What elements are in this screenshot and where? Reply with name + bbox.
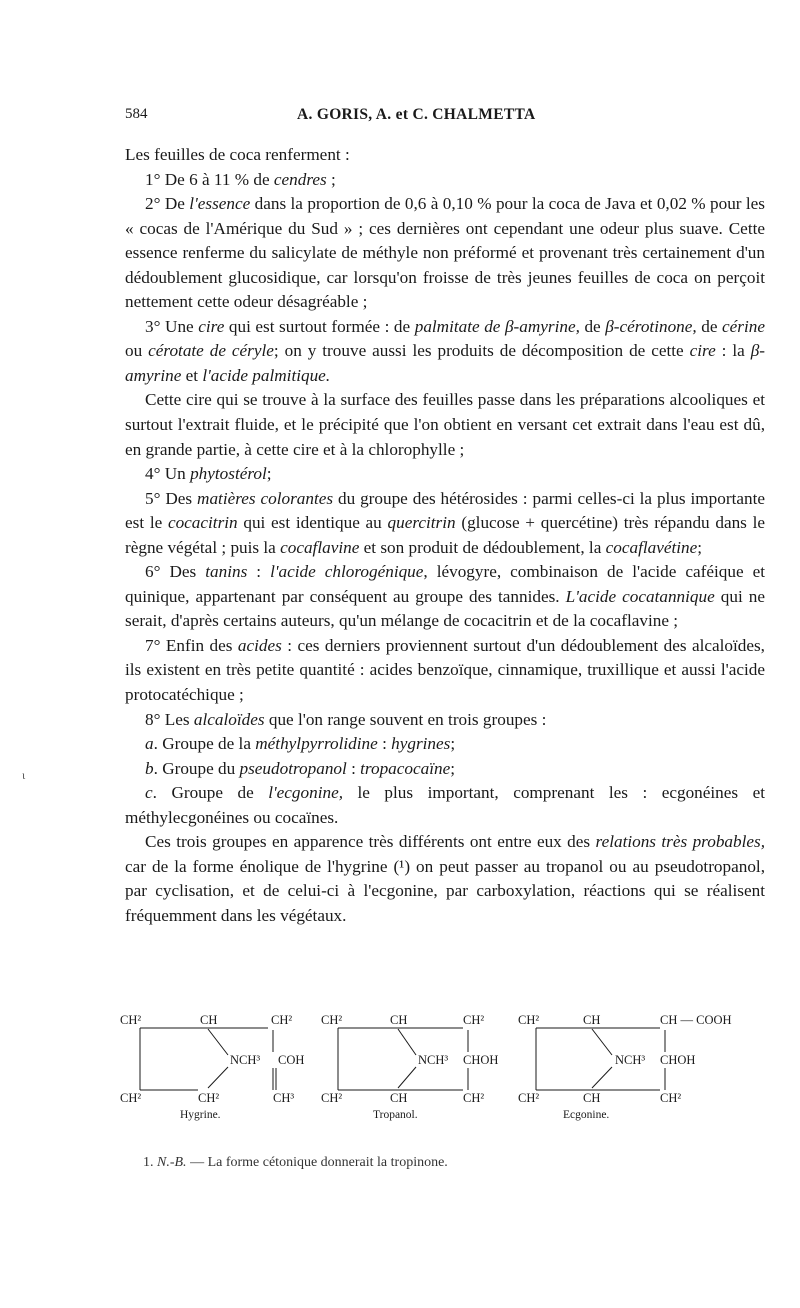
ecgonine-caption: Ecgonine. <box>563 1109 610 1121</box>
text-run: et son produit de dédoublement, la <box>359 537 606 557</box>
footnote-number: 1. <box>143 1155 154 1170</box>
text-run: ; <box>450 734 456 754</box>
tropanol-caption: Tropanol. <box>373 1109 418 1121</box>
text-run: tanins <box>205 562 248 582</box>
text-run: tropacocaïne <box>360 758 451 778</box>
paragraph-p10 <box>125 732 765 757</box>
ecgonine-n-group: NCH³ <box>615 1053 646 1067</box>
text-run: qui est surtout formée : de <box>224 316 415 336</box>
text-run: , lévogyre, combinaison de l'acide caféique et quinique, appartenant par conséquent au groupe des tannides. <box>125 562 765 606</box>
text-run: quercitrin <box>387 513 456 533</box>
formula-hygrine <box>120 1013 304 1121</box>
text-run: que l'on range souvent en trois groupes : <box>264 709 547 729</box>
ecgonine-top-left: CH² <box>518 1013 540 1027</box>
paragraph-p5 <box>125 462 765 487</box>
text-run: méthylpyrrolidine <box>255 734 378 754</box>
hygrine-side-group: COH <box>278 1053 305 1067</box>
footnote-text: — La forme cétonique donnerait la tropinone. <box>186 1155 448 1170</box>
formula-diagram <box>118 1010 768 1130</box>
text-run: β-cérotinone, <box>605 316 697 336</box>
ecgonine-bottom-left: CH² <box>518 1091 540 1105</box>
text-run: 3° Une <box>145 316 199 336</box>
text-run: : ces derniers proviennent surtout d'un dédoublement des alcaloïdes, ils existent en très petite quantité : acides benzoïque, cinnamique, truxillique et aussi l'acide protocatéchique ; <box>125 635 765 705</box>
text-run: . Groupe du <box>153 758 240 778</box>
text-run: . Groupe de la <box>153 734 256 754</box>
hygrine-bottom-right: CH³ <box>273 1091 295 1105</box>
tropanol-n-group: NCH³ <box>418 1053 449 1067</box>
text-run: qui ne serait, d'après certains auteurs, qu'un mélange de cocacitrin et de la cocaflavine ; <box>125 586 765 631</box>
footnote <box>143 1155 448 1171</box>
tropanol-top-mid: CH <box>390 1013 408 1027</box>
paragraph-p1 <box>125 168 765 193</box>
text-run: 1° De 6 à 11 % de <box>145 169 274 189</box>
text-run: b <box>145 758 154 778</box>
text-run: : <box>346 758 361 778</box>
paragraph-p9 <box>125 708 765 733</box>
text-run: (glucose + quercétine) très répandu dans le règne végétal ; puis la <box>125 513 765 557</box>
text-run: cendres <box>273 169 327 189</box>
text-run: et <box>181 365 203 385</box>
paragraph-p3 <box>125 315 765 389</box>
paragraph-p4 <box>125 388 765 462</box>
text-run: cérotate de céryle <box>148 341 274 361</box>
body-text <box>125 143 765 929</box>
text-run: relations très probables, <box>595 832 765 852</box>
page-number: 584 <box>125 106 148 122</box>
text-run: 5° Des <box>145 488 198 508</box>
text-run: ; on y trouve aussi les produits de décomposition de cette <box>273 341 690 361</box>
ecgonine-bottom-right: CH² <box>660 1091 682 1105</box>
paragraph-intro <box>125 143 765 168</box>
formula-ecgonine <box>518 1013 732 1121</box>
text-run: de <box>579 316 606 336</box>
text-run: de <box>696 316 723 336</box>
text-run: l'acide palmitique. <box>202 365 331 385</box>
tropanol-top-right: CH² <box>463 1013 485 1027</box>
text-run: cocacitrin <box>167 513 238 533</box>
text-run: ; <box>697 537 703 557</box>
ecgonine-top-right: CH — COOH <box>660 1013 732 1027</box>
ecgonine-side-group: CHOH <box>660 1053 696 1067</box>
text-run: L'acide cocatannique <box>565 586 715 606</box>
text-run: du groupe des hétérosides : parmi celles-ci la plus importante est le <box>125 488 765 533</box>
tropanol-top-left: CH² <box>321 1013 343 1027</box>
text-run: 7° Enfin des <box>145 635 238 655</box>
text-run: : <box>377 734 392 754</box>
text-run: 4° Un <box>145 464 191 484</box>
footnote-label: N.-B. <box>157 1155 187 1170</box>
text-run: l'essence <box>189 194 251 214</box>
text-run: le plus important, comprenant les : ecgonéines et méthylecgonéines ou cocaïnes. <box>125 783 765 827</box>
hygrine-bottom-left: CH² <box>120 1091 142 1105</box>
text-run: ; <box>450 758 455 778</box>
tropanol-bottom-right: CH² <box>463 1091 485 1105</box>
hygrine-top-mid: CH <box>200 1013 218 1027</box>
hygrine-top-left: CH² <box>120 1013 142 1027</box>
text-run: cocaflavétine <box>605 537 698 557</box>
text-run: ou <box>125 341 149 361</box>
ecgonine-top-mid: CH <box>583 1013 601 1027</box>
margin-mark: ι <box>22 768 26 782</box>
hygrine-caption: Hygrine. <box>180 1109 221 1121</box>
text-run: ; <box>266 464 272 484</box>
hygrine-bottom-mid: CH² <box>198 1091 220 1105</box>
text-run: pseudotropanol <box>239 758 347 778</box>
text-run: palmitate de β-amyrine, <box>414 316 580 336</box>
page-header <box>125 106 765 134</box>
paragraph-p2 <box>125 192 765 315</box>
tropanol-side-group: CHOH <box>463 1053 499 1067</box>
text-run: cérine <box>722 316 765 336</box>
text-run: cire <box>198 316 225 336</box>
text-run: a <box>145 734 154 754</box>
paragraph-p13 <box>125 830 765 928</box>
formula-tropanol <box>321 1013 498 1121</box>
text-run: 6° Des <box>145 562 206 582</box>
text-run: car de la forme énolique de l'hygrine (¹) on peut passer au tropanol ou au pseudotropanol, par cyclisation, et de celui-ci à l'ecgonine, par carboxylation, réactions qui se réalisent fréquemment dans les végétaux. <box>125 856 765 925</box>
text-run: l'acide chlorogénique <box>270 562 424 582</box>
text-run: : <box>247 562 271 582</box>
text-run: c <box>145 783 153 803</box>
text-run: acides <box>237 635 282 655</box>
ecgonine-bottom-mid: CH <box>583 1091 601 1105</box>
text-run: β-amyrine <box>125 341 766 385</box>
text-run: 8° Les <box>145 709 194 729</box>
text-run: phytostérol <box>190 464 267 484</box>
tropanol-bottom-mid: CH <box>390 1091 408 1105</box>
text-run: hygrines <box>391 734 451 754</box>
text-run: ; <box>326 169 336 189</box>
text-run: Les feuilles de coca renferment : <box>125 145 350 164</box>
text-run: alcaloïdes <box>193 709 265 729</box>
text-run: 2° De <box>145 194 190 214</box>
text-run: cocaflavine <box>280 537 360 557</box>
text-run: dans la proportion de 0,6 à 0,10 % pour la coca de Java et 0,02 % pour les « cocas de l'Amérique du Sud » ; ces dernières ont cependant une odeur plus suave. Cette essence renferme du salicylate de méthyle non préformé et provenant très certainement d'un dédoublement glucosidique, car lorsqu'on froisse de très jeunes feuilles de coca on perçoit nettement cette odeur désagréable ; <box>125 194 765 312</box>
paragraph-p6 <box>125 487 765 561</box>
text-run: l'ecgonine, <box>268 783 344 803</box>
text-run: Ces trois groupes en apparence très différents ont entre eux des <box>145 832 596 852</box>
hygrine-n-group: NCH³ <box>230 1053 261 1067</box>
text-run: . Groupe de <box>152 783 269 803</box>
paragraph-p11 <box>125 757 765 782</box>
paragraph-p7 <box>125 560 765 634</box>
text-run: Cette cire qui se trouve à la surface des feuilles passe dans les préparations alcooliques et surtout l'extrait fluide, et le précipité que l'on obtient en versant cet extrait dans l'eau est dû, en grande partie, à cette cire et à la chlorophylle ; <box>125 390 765 459</box>
tropanol-bottom-left: CH² <box>321 1091 343 1105</box>
paragraph-p12 <box>125 781 765 830</box>
text-run: matières colorantes <box>197 488 334 508</box>
paragraph-p8 <box>125 634 765 708</box>
text-run: qui est identique au <box>237 513 388 533</box>
text-run: : la <box>715 341 751 361</box>
text-run: cire <box>689 341 716 361</box>
chemical-formulas <box>118 1010 768 1130</box>
hygrine-top-right: CH² <box>271 1013 293 1027</box>
running-title: A. GORIS, A. et C. CHALMETTA <box>297 106 536 123</box>
